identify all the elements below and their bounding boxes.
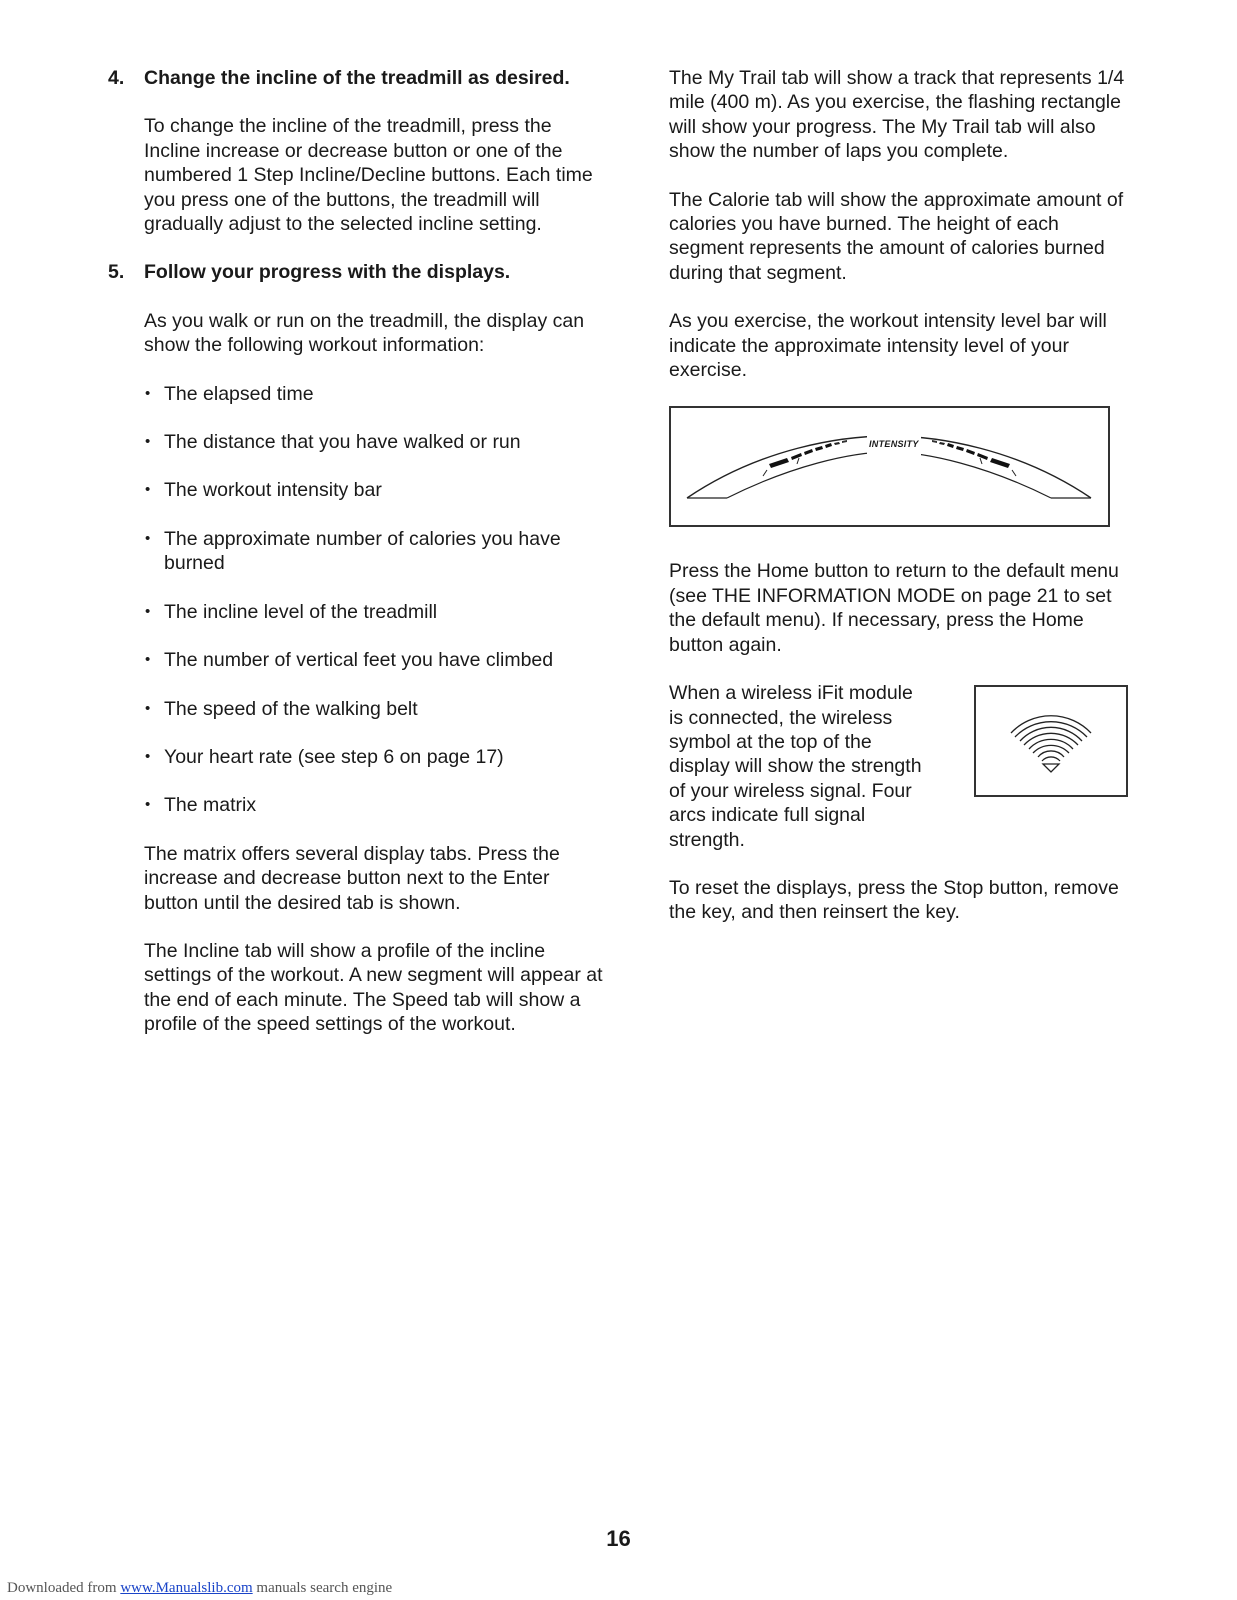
intensity-paragraph: As you exercise, the workout intensity level bar will indicate the approximate intensity level of your exercise. xyxy=(669,310,1107,382)
list-item: • The speed of the walking belt xyxy=(145,697,418,720)
left-column xyxy=(108,66,608,1061)
list-item: • The number of vertical feet you have climbed xyxy=(145,649,554,672)
workout-info-list xyxy=(144,382,608,818)
list-item-text: The distance that you have walked or run xyxy=(164,431,521,454)
list-item-text: The incline level of the treadmill xyxy=(164,600,438,623)
calorie-paragraph: The Calorie tab will show the approximate amount of calories you have burned. The height of each segment represents the amount of calories burned during that segment. xyxy=(669,188,1124,284)
footer-suffix: manuals search engine xyxy=(252,1580,393,1596)
wifi-icon xyxy=(976,687,1126,795)
intensity-arc-graphic xyxy=(671,408,1108,525)
step-5 xyxy=(108,260,608,1036)
step-5-title: Follow your progress with the displays. xyxy=(144,261,511,284)
list-item-text: The elapsed time xyxy=(164,382,314,405)
step-4-title: Change the incline of the treadmill as desired. xyxy=(144,67,570,89)
list-item: • The workout intensity bar xyxy=(145,479,382,502)
wireless-section xyxy=(669,681,1139,852)
list-item: • The distance that you have walked or run xyxy=(145,431,521,454)
list-item: • Your heart rate (see step 6 on page 17) xyxy=(145,745,504,768)
list-item-text: The number of vertical feet you have climbed xyxy=(164,649,554,672)
page-number: 16 xyxy=(606,1526,631,1551)
step-4-body: To change the incline of the treadmill, press the Incline increase or decrease button or one of the numbered 1 Step Incline/Decline buttons. Each time you press one of the buttons, the treadmill will gradually adjust to the selected incline setting. xyxy=(144,115,593,236)
list-item: • The matrix xyxy=(145,794,257,817)
reset-paragraph: To reset the displays, press the Stop button, remove the key, and then reinsert the key. xyxy=(669,876,1119,924)
list-item-text: The matrix xyxy=(164,794,257,817)
list-item: • The elapsed time xyxy=(145,382,314,405)
incline-tab-paragraph: The Incline tab will show a profile of the incline settings of the workout. A new segment will appear at the end of each minute. The Speed tab will show a profile of the speed settings of the workout. xyxy=(144,939,603,1036)
my-trail-paragraph: The My Trail tab will show a track that represents 1/4 mile (400 m). As you exercise, the flashing rectangle will show your progress. The My Trail tab will also show the number of laps you complete. xyxy=(669,67,1125,163)
step-4 xyxy=(108,66,608,236)
list-item: • The incline level of the treadmill xyxy=(145,600,438,623)
step-5-intro: As you walk or run on the treadmill, the display can show the following workout information: xyxy=(144,309,585,357)
list-item-text: Your heart rate (see step 6 on page 17) xyxy=(164,745,504,768)
right-column xyxy=(669,66,1139,949)
step-4-number: 4. xyxy=(108,67,125,89)
intensity-label: INTENSITY xyxy=(867,432,921,456)
intensity-bar-figure xyxy=(669,406,1110,527)
list-item-text: The workout intensity bar xyxy=(164,479,382,502)
list-item-text: The approximate number of calories you have burned xyxy=(164,527,561,575)
footer-prefix: Downloaded from xyxy=(7,1580,121,1596)
list-item: • The approximate number of calories you have burned xyxy=(145,527,561,575)
step-5-number: 5. xyxy=(108,261,125,284)
matrix-paragraph: The matrix offers several display tabs. Press the increase and decrease button next to the Enter button until the desired tab is shown. xyxy=(144,842,560,914)
wireless-paragraph: When a wireless iFit module is connected, the wireless symbol at the top of the display will show the strength of your wireless signal. Four arcs indicate full signal strength. xyxy=(669,682,922,851)
manualslib-link[interactable]: www.Manualslib.com xyxy=(120,1580,253,1596)
wireless-figure xyxy=(974,685,1128,797)
list-item-text: The speed of the walking belt xyxy=(164,697,418,720)
download-footer xyxy=(7,1580,392,1597)
home-paragraph: Press the Home button to return to the default menu (see THE INFORMATION MODE on page 21 to set the default menu). If necessary, press the Home button again. xyxy=(669,560,1119,656)
